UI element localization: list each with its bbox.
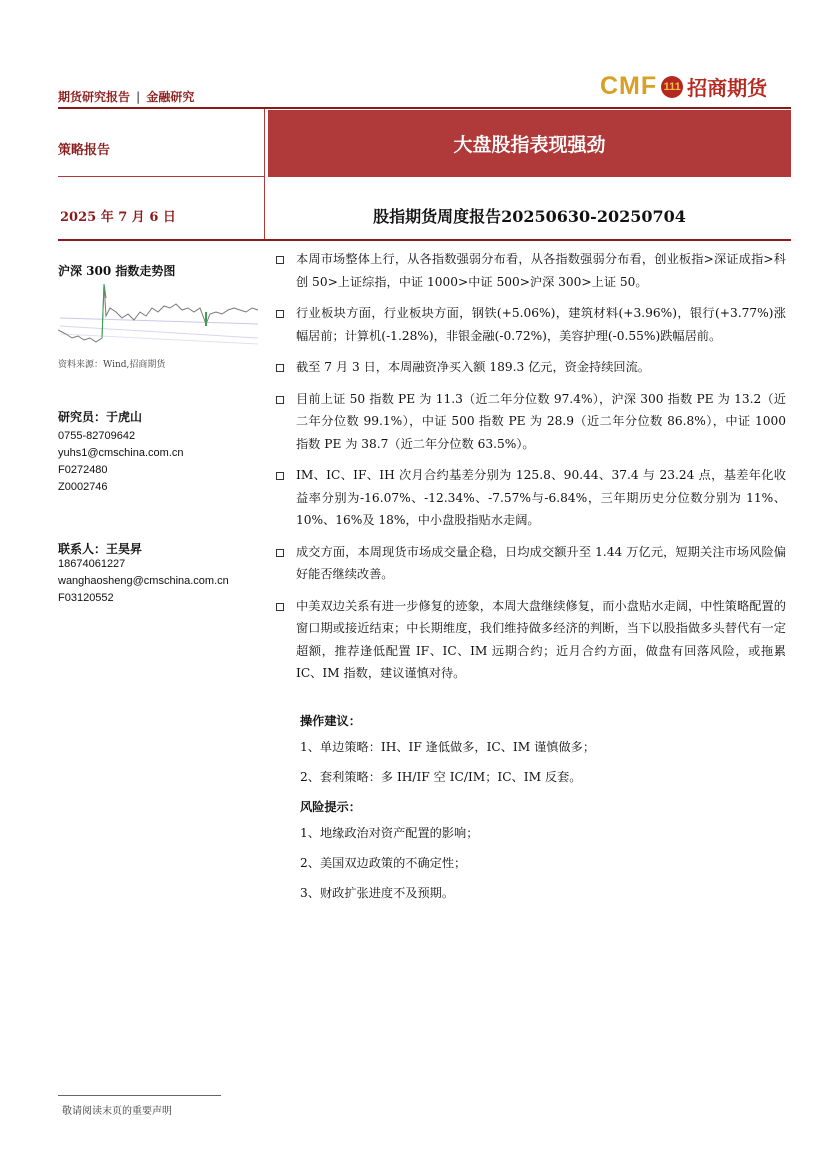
list-item xyxy=(276,302,786,347)
bullet-square-icon xyxy=(276,364,284,372)
logo-mark-text: 111 xyxy=(663,80,681,93)
bullet-text: 截至 7 月 3 日，本周融资净买入额 189.3 亿元，资金持续回流。 xyxy=(296,360,650,374)
chart-price-line xyxy=(58,284,258,342)
report-category: 策略报告 xyxy=(58,143,111,158)
researcher-email: yuhs1@cmschina.com.cn xyxy=(58,447,184,459)
title-banner xyxy=(268,110,791,177)
bullet-text: 本周市场整体上行，从各指数强弱分布看，从各指数强弱分布看，创业板指>深证成指>科创 50>上证综指，中证 1000>中证 500>沪深 300>上证 50。 xyxy=(296,252,786,289)
contact-details xyxy=(58,556,229,607)
index-trend-chart xyxy=(58,278,262,354)
report-title: 大盘股指表现强劲 xyxy=(453,134,606,156)
contact-label: 联系人：王昊昇 xyxy=(58,542,143,556)
chart-guide-line-1 xyxy=(60,318,258,324)
list-item xyxy=(276,356,786,379)
chart-guide-line-2 xyxy=(60,326,258,338)
bullet-square-icon xyxy=(276,256,284,264)
list-item xyxy=(276,464,786,532)
footer-divider xyxy=(58,1095,221,1096)
risk-item: 2、美国双边政策的不确定性； xyxy=(300,856,467,870)
bullet-square-icon xyxy=(276,396,284,404)
advice-item: 2、套利策略：多 IH/IF 空 IC/IM；IC、IM 反套。 xyxy=(300,770,582,784)
risk-item: 1、地缘政治对资产配置的影响； xyxy=(300,826,479,840)
bullet-text: 成交方面，本周现货市场成交量企稳，日均成交额升至 1.44 万亿元，短期关注市场风险偏好能否继续改善。 xyxy=(296,544,786,581)
bullet-text: 行业板块方面，行业板块方面，钢铁(+5.06%)，建筑材料(+3.96%)，银行(+3.77%)涨幅居前；计算机(-1.28%)，非银金融(-0.72%)，美容护理(-0.55%)跌幅居前。 xyxy=(296,306,786,343)
column-divider xyxy=(264,109,265,240)
chart-source: 资料来源：Wind,招商期货 xyxy=(58,360,166,370)
header-divider xyxy=(58,107,791,109)
header-breadcrumb xyxy=(58,88,194,105)
footer-disclaimer: 敬请阅读末页的重要声明 xyxy=(62,1106,172,1117)
advice-item: 1、单边策略：IH、IF 逢低做多，IC、IM 谨慎做多； xyxy=(300,740,596,754)
bullet-text: 中美双边关系有进一步修复的迹象，本周大盘继续修复，而小盘贴水走阔，中性策略配置的窗口期或接近结束；中长期维度，我们维持做多经济的判断，当下以股指做多头替代有一定超额，推荐逢低配置 IF、IC、IM 远期合约；近月合约方面，做盘有回落风险，或拖累 IC、IM 指数，建议谨慎对待。 xyxy=(296,598,786,680)
logo-text: CMF xyxy=(600,72,658,100)
logo-company-name: 招商期货 xyxy=(687,76,768,100)
bullet-square-icon xyxy=(276,310,284,318)
chart-title: 沪深 300 指数走势图 xyxy=(58,264,176,278)
chart-guide-line-3 xyxy=(60,334,258,344)
summary-bullets xyxy=(276,248,786,694)
list-item xyxy=(276,248,786,293)
company-logo xyxy=(600,72,767,101)
list-item xyxy=(276,388,786,456)
section-divider xyxy=(58,239,791,241)
report-date: 2025 年 7 月 6 日 xyxy=(60,210,176,225)
bullet-square-icon xyxy=(276,472,284,480)
report-subtitle: 股指期货周度报告20250630-20250704 xyxy=(373,207,686,226)
contact-email: wanghaosheng@cmschina.com.cn xyxy=(58,575,229,587)
contact-phone: 18674061227 xyxy=(58,558,126,570)
list-item xyxy=(276,541,786,586)
researcher-license-1: F0272480 xyxy=(58,464,108,476)
researcher-label: 研究员：于虎山 xyxy=(58,410,143,424)
list-item xyxy=(276,595,786,685)
left-divider xyxy=(58,176,264,177)
researcher-license-2: Z0002746 xyxy=(58,481,108,493)
advice-heading: 操作建议： xyxy=(300,714,361,728)
researcher-details xyxy=(58,428,184,496)
bullet-square-icon xyxy=(276,549,284,557)
bullet-square-icon xyxy=(276,603,284,611)
contact-license: F03120552 xyxy=(58,592,114,604)
header-report-type: 期货研究报告 xyxy=(58,90,131,104)
bullet-text: IM、IC、IF、IH 次月合约基差分别为 125.8、90.44、37.4 与 23.24 点，基差年化收益率分别为-16.07%、-12.34%、-7.57%与-6.84%，三年期历史分位数分别为 11%、10%、16%及 18%，中小盘股指贴水走阔。 xyxy=(296,468,786,527)
risk-item: 3、财政扩张进度不及预期。 xyxy=(300,886,455,900)
logo-mark-icon xyxy=(661,76,683,98)
header-separator: | xyxy=(136,90,141,104)
risk-heading: 风险提示： xyxy=(300,800,361,814)
header-research-type: 金融研究 xyxy=(146,90,195,104)
bullet-text: 目前上证 50 指数 PE 为 11.3（近二年分位数 97.4%），沪深 300 指数 PE 为 13.2（近二年分位数 99.1%），中证 500 指数 PE 为 28.9（近二年分位数 86.8%），中证 1000 指数 PE 为 38.7（近二年分位数 63.5%）。 xyxy=(296,391,786,451)
researcher-phone: 0755-82709642 xyxy=(58,430,136,442)
